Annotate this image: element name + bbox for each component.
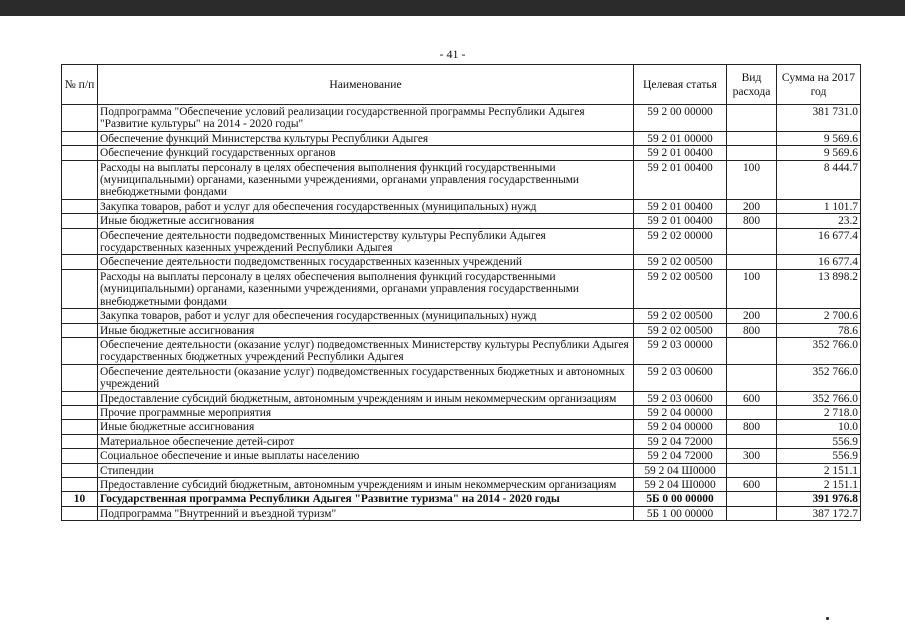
cell-kind (727, 364, 777, 391)
cell-num (62, 323, 98, 337)
cell-num (62, 364, 98, 391)
cell-sum: 23.2 (777, 214, 861, 228)
budget-table (61, 64, 861, 521)
table-body (62, 105, 861, 521)
cell-sum: 556.9 (777, 434, 861, 448)
table-row (62, 255, 861, 269)
cell-code: 59 2 01 00000 (634, 131, 727, 145)
table-row (62, 269, 861, 308)
cell-sum: 2 151.1 (777, 463, 861, 477)
scan-speck (826, 617, 829, 620)
cell-code: 59 2 02 00000 (634, 228, 727, 255)
cell-kind: 200 (727, 309, 777, 323)
cell-name: Обеспечение деятельности подведомственных Министерству культуры Республики Адыгея государственных казенных учреждений Республики Адыгея (98, 228, 634, 255)
cell-kind (727, 434, 777, 448)
cell-sum: 352 766.0 (777, 391, 861, 405)
cell-code: 59 2 02 00500 (634, 323, 727, 337)
cell-code: 5Б 0 00 00000 (634, 492, 727, 506)
cell-sum: 9 569.6 (777, 146, 861, 160)
cell-num (62, 405, 98, 419)
table-row (62, 506, 861, 520)
table-row (62, 492, 861, 506)
cell-num (62, 477, 98, 491)
table-row (62, 405, 861, 419)
cell-num (62, 420, 98, 434)
cell-code: 59 2 01 00400 (634, 160, 727, 199)
cell-code: 59 2 02 00500 (634, 269, 727, 308)
cell-sum: 2 700.6 (777, 309, 861, 323)
cell-kind (727, 131, 777, 145)
cell-num (62, 146, 98, 160)
header-kind: Вид расхода (727, 65, 777, 105)
table-row (62, 364, 861, 391)
page-number: - 41 - (439, 47, 466, 61)
cell-sum: 78.6 (777, 323, 861, 337)
cell-num (62, 434, 98, 448)
cell-sum: 1 101.7 (777, 199, 861, 213)
cell-name: Стипендии (98, 463, 634, 477)
cell-name: Государственная программа Республики Адыгея "Развитие туризма" на 2014 - 2020 годы (98, 492, 634, 506)
table-row (62, 391, 861, 405)
cell-num (62, 105, 98, 132)
cell-name: Прочие программные мероприятия (98, 405, 634, 419)
cell-code: 59 2 02 00500 (634, 255, 727, 269)
cell-sum: 352 766.0 (777, 364, 861, 391)
cell-sum: 391 976.8 (777, 492, 861, 506)
cell-code: 59 2 04 00000 (634, 405, 727, 419)
cell-name: Закупка товаров, работ и услуг для обеспечения государственных (муниципальных) нужд (98, 309, 634, 323)
table-row (62, 146, 861, 160)
cell-sum: 8 444.7 (777, 160, 861, 199)
cell-name: Иные бюджетные ассигнования (98, 323, 634, 337)
table-row (62, 309, 861, 323)
scan-edge (0, 0, 905, 16)
cell-kind: 100 (727, 269, 777, 308)
cell-sum: 9 569.6 (777, 131, 861, 145)
cell-code: 59 2 03 00000 (634, 337, 727, 364)
cell-kind (727, 146, 777, 160)
cell-num (62, 391, 98, 405)
cell-kind (727, 492, 777, 506)
cell-kind: 600 (727, 391, 777, 405)
table-row (62, 199, 861, 213)
cell-kind (727, 506, 777, 520)
cell-code: 59 2 04 00000 (634, 420, 727, 434)
cell-num (62, 506, 98, 520)
cell-name: Предоставление субсидий бюджетным, автономным учреждениям и иным некоммерческим организациям (98, 391, 634, 405)
table-header-row (62, 65, 861, 105)
table-row (62, 337, 861, 364)
cell-code: 59 2 04 Ш0000 (634, 477, 727, 491)
cell-kind: 300 (727, 449, 777, 463)
table-row (62, 228, 861, 255)
cell-code: 59 2 00 00000 (634, 105, 727, 132)
header-name: Наименование (98, 65, 634, 105)
cell-name: Социальное обеспечение и иные выплаты населению (98, 449, 634, 463)
cell-kind (727, 255, 777, 269)
cell-sum: 13 898.2 (777, 269, 861, 308)
cell-kind: 100 (727, 160, 777, 199)
cell-kind (727, 105, 777, 132)
cell-sum: 2 151.1 (777, 477, 861, 491)
cell-name: Расходы на выплаты персоналу в целях обеспечения выполнения функций государственными (муниципальными) органами, казенными учреждениями, органами управления государственными внебюджетными фондами (98, 269, 634, 308)
cell-name: Иные бюджетные ассигнования (98, 420, 634, 434)
cell-kind (727, 337, 777, 364)
cell-name: Обеспечение функций государственных органов (98, 146, 634, 160)
cell-name: Обеспечение функций Министерства культуры Республики Адыгея (98, 131, 634, 145)
cell-sum: 387 172.7 (777, 506, 861, 520)
cell-sum: 16 677.4 (777, 228, 861, 255)
cell-name: Расходы на выплаты персоналу в целях обеспечения выполнения функций государственными (муниципальными) органами, казенными учреждениями, органами управления государственными внебюджетными фондами (98, 160, 634, 199)
cell-code: 5Б 1 00 00000 (634, 506, 727, 520)
cell-name: Иные бюджетные ассигнования (98, 214, 634, 228)
table-row (62, 477, 861, 491)
cell-name: Закупка товаров, работ и услуг для обеспечения государственных (муниципальных) нужд (98, 199, 634, 213)
cell-code: 59 2 02 00500 (634, 309, 727, 323)
table-row (62, 160, 861, 199)
header-code: Целевая статья (634, 65, 727, 105)
cell-kind: 800 (727, 214, 777, 228)
cell-sum: 352 766.0 (777, 337, 861, 364)
cell-code: 59 2 04 Ш0000 (634, 463, 727, 477)
cell-kind: 600 (727, 477, 777, 491)
cell-num: 10 (62, 492, 98, 506)
cell-sum: 556.9 (777, 449, 861, 463)
table-row (62, 214, 861, 228)
table-row (62, 131, 861, 145)
cell-code: 59 2 04 72000 (634, 434, 727, 448)
cell-name: Подпрограмма "Обеспечение условий реализации государственной программы Республики Адыгея "Развитие культуры" на 2014 - 2020 годы" (98, 105, 634, 132)
table-row (62, 449, 861, 463)
cell-code: 59 2 03 00600 (634, 364, 727, 391)
table-row (62, 105, 861, 132)
cell-kind (727, 228, 777, 255)
table-row (62, 463, 861, 477)
cell-num (62, 228, 98, 255)
table-row (62, 434, 861, 448)
cell-kind: 800 (727, 420, 777, 434)
cell-sum: 381 731.0 (777, 105, 861, 132)
cell-kind: 200 (727, 199, 777, 213)
cell-code: 59 2 01 00400 (634, 214, 727, 228)
cell-kind (727, 463, 777, 477)
cell-kind (727, 405, 777, 419)
cell-num (62, 449, 98, 463)
cell-code: 59 2 01 00400 (634, 146, 727, 160)
header-num: № п/п (62, 65, 98, 105)
cell-num (62, 160, 98, 199)
cell-num (62, 309, 98, 323)
table-row (62, 420, 861, 434)
cell-sum: 10.0 (777, 420, 861, 434)
cell-sum: 2 718.0 (777, 405, 861, 419)
cell-code: 59 2 04 72000 (634, 449, 727, 463)
cell-num (62, 337, 98, 364)
cell-name: Обеспечение деятельности (оказание услуг) подведомственных государственных бюджетных и автономных учреждений (98, 364, 634, 391)
cell-name: Обеспечение деятельности подведомственных государственных казенных учреждений (98, 255, 634, 269)
cell-num (62, 269, 98, 308)
cell-num (62, 214, 98, 228)
cell-name: Обеспечение деятельности (оказание услуг) подведомственных Министерству культуры Республики Адыгея государственных бюджетных учреждений Республики Адыгея (98, 337, 634, 364)
cell-code: 59 2 03 00600 (634, 391, 727, 405)
cell-kind: 800 (727, 323, 777, 337)
cell-num (62, 255, 98, 269)
table-row (62, 323, 861, 337)
cell-name: Подпрограмма "Внутренний и въездной туризм" (98, 506, 634, 520)
cell-num (62, 131, 98, 145)
cell-name: Предоставление субсидий бюджетным, автономным учреждениям и иным некоммерческим организациям (98, 477, 634, 491)
cell-num (62, 199, 98, 213)
cell-num (62, 463, 98, 477)
cell-code: 59 2 01 00400 (634, 199, 727, 213)
cell-name: Материальное обеспечение детей-сирот (98, 434, 634, 448)
header-sum: Сумма на 2017 год (777, 65, 861, 105)
cell-sum: 16 677.4 (777, 255, 861, 269)
